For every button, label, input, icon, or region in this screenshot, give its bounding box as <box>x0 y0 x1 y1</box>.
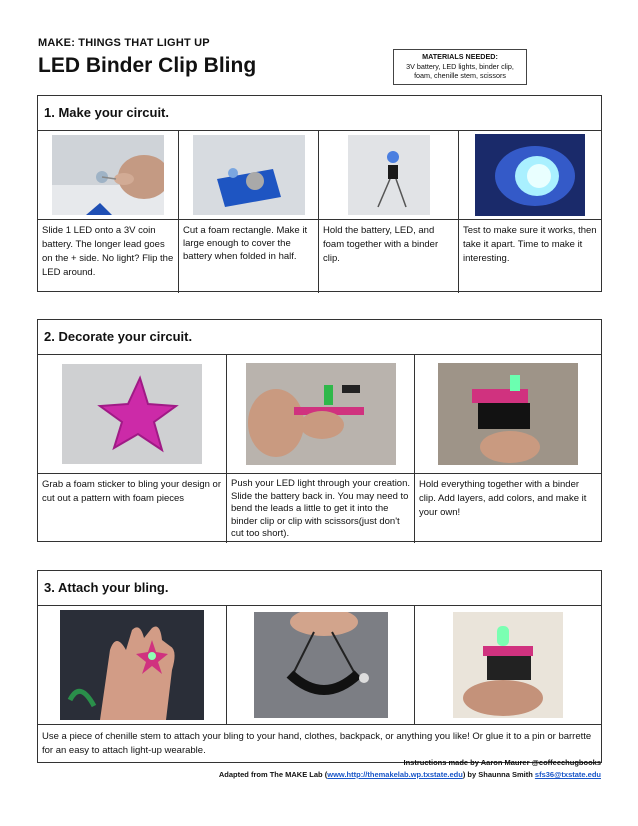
photo-clip-on-finger <box>453 612 563 718</box>
page-title: LED Binder Clip Bling <box>38 54 257 77</box>
step-text: Push your LED light through your creation. Slide the battery back in. You may need to bend the leads a little to get it into the binder clip or clip with scissors(just don't cut too short). <box>226 474 414 543</box>
step-photo-cell <box>178 131 318 219</box>
materials-box <box>393 49 527 85</box>
step-photo-cell <box>38 131 178 219</box>
makelab-link[interactable]: www.http://themakelab.wp.txstate.edu <box>327 770 463 779</box>
section-decorate-circuit <box>37 319 602 542</box>
step-text: Hold the battery, LED, and foam together with a binder clip. <box>318 220 458 293</box>
email-link[interactable]: sfs36@txstate.edu <box>534 770 601 779</box>
photo-bling-on-hand <box>60 610 204 720</box>
photo-chenille-stem <box>254 612 388 718</box>
adapted-mid: ) by Shaunna Smith <box>462 770 535 779</box>
section-make-circuit <box>37 95 602 292</box>
step-photo-cell <box>458 131 601 219</box>
adapted-line <box>219 770 601 779</box>
step-photo-cell <box>318 131 458 219</box>
materials-heading: MATERIALS NEEDED: <box>422 52 498 61</box>
materials-line: 3V battery, LED lights, binder clip, <box>406 61 514 71</box>
section-attach-bling <box>37 570 602 763</box>
step-text: Cut a foam rectangle. Make it large enough to cover the battery when folded in half. <box>178 220 318 293</box>
step-text: Use a piece of chenille stem to attach your bling to your hand, clothes, backpack, or anything you like! Or glue it to a pin or barrette for an easy to attach light-up wearable. <box>42 731 592 756</box>
step-photo-cell <box>414 606 601 724</box>
materials-line: foam, chenille stem, scissors <box>414 71 506 80</box>
photo-led-on-battery <box>52 135 164 215</box>
step-text: Grab a foam sticker to bling your design or cut out a pattern with foam pieces <box>42 479 222 504</box>
photo-binder-clip-circuit <box>348 135 430 215</box>
step-photo-cell <box>38 355 226 473</box>
section-title: 3. Attach your bling. <box>38 571 601 606</box>
section-title: 2. Decorate your circuit. <box>38 320 601 355</box>
step-photo-cell <box>414 355 601 473</box>
credit-line: Instructions made by Aaron Maurer @coffeechugbooks <box>403 758 601 767</box>
step-photo-cell <box>226 355 414 473</box>
photo-bling-binder-clip <box>438 363 578 465</box>
photo-led-through-foam <box>246 363 396 465</box>
kicker: MAKE: THINGS THAT LIGHT UP <box>38 37 210 49</box>
step-text: Slide 1 LED onto a 3V coin battery. The longer lead goes on the + side. No light? Flip the LED around. <box>42 225 174 278</box>
step-text: Hold everything together with a binder clip. Add layers, add colors, and make it your own! <box>414 474 601 543</box>
step-photo-cell <box>38 606 226 724</box>
photo-foam-rectangle <box>193 135 305 215</box>
photo-foam-star <box>62 364 202 464</box>
section-title: 1. Make your circuit. <box>38 96 601 131</box>
photo-led-glowing <box>475 134 585 216</box>
step-text: Test to make sure it works, then take it apart. Time to make it interesting. <box>458 220 601 293</box>
adapted-prefix: Adapted from The MAKE Lab ( <box>218 770 328 779</box>
step-photo-cell <box>226 606 414 724</box>
